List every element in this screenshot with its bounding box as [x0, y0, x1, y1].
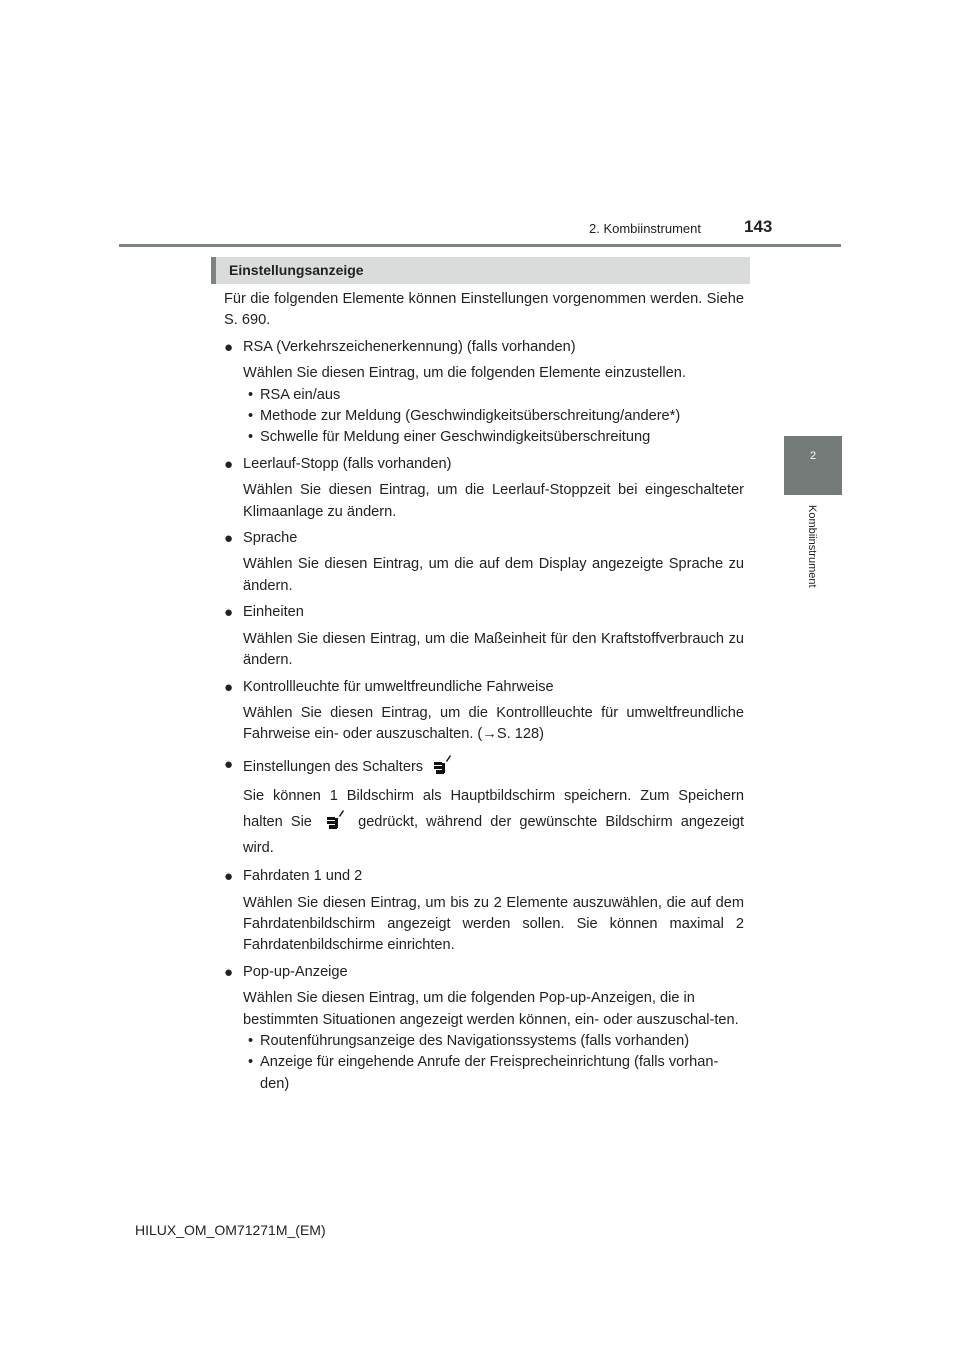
rsa-sub-list: [243, 385, 744, 449]
list-item-rsa: [224, 337, 744, 358]
chapter-tab-number: 2: [809, 450, 817, 462]
sub-list-item: • Schwelle für Meldung einer Geschwindigkeitsüberschreitung: [243, 427, 744, 448]
item-description: Wählen Sie diesen Eintrag, um die folgenden Pop-up-Anzeigen, die in bestimmten Situationen angezeigt werden können, ein- oder auszuschal-ten.: [243, 990, 739, 1028]
sub-list-item: • Routenführungsanzeige des Navigationssystems (falls vorhanden): [243, 1031, 744, 1052]
list-item-eco-indicator: [224, 677, 744, 698]
bullet-icon: ●: [224, 338, 234, 356]
item-description-part-b: gedrückt, während der gewünschte Bildschirm angezeigt wird.: [243, 814, 744, 857]
item-title: Kontrollleuchte für umweltfreundliche Fahrweise: [243, 678, 554, 695]
intro-paragraph: Für die folgenden Elemente können Einstellungen vorgenommen werden. Siehe S. 690.: [224, 291, 744, 329]
item-title: Leerlauf-Stopp (falls vorhanden): [243, 455, 452, 472]
display-switch-icon: [431, 754, 453, 776]
bullet-icon: ●: [224, 963, 234, 981]
item-title: Einheiten: [243, 604, 304, 621]
sub-list-item: • Anzeige für eingehende Anrufe der Freisprecheinrichtung (falls vorhan-den): [243, 1052, 744, 1095]
list-item-units: [224, 602, 744, 623]
list-item-language: [224, 528, 744, 549]
list-item-popup: [224, 962, 744, 983]
chapter-tab: [784, 436, 842, 495]
popup-sub-list: [243, 1031, 744, 1095]
item-title: Einstellungen des Schalters: [243, 758, 424, 775]
item-description: Wählen Sie diesen Eintrag, um die Leerlauf-Stoppzeit bei eingeschalteter Klimaanlage zu ändern.: [243, 482, 744, 520]
bullet-icon: ●: [224, 455, 234, 473]
item-title: Sprache: [243, 530, 298, 547]
bullet-icon: ●: [224, 604, 234, 622]
header-section-title: 2. Kombiinstrument: [589, 221, 701, 236]
item-title: Fahrdaten 1 und 2: [243, 868, 363, 885]
section-title: Einstellungsanzeige: [229, 262, 364, 278]
list-item-trip-data: [224, 866, 744, 887]
list-item-switch-settings: [224, 754, 744, 778]
item-title: Pop-up-Anzeige: [243, 963, 348, 980]
item-description: Wählen Sie diesen Eintrag, um die folgenden Elemente einzustellen.: [243, 365, 686, 382]
footer-doc-code: HILUX_OM_OM71271M_(EM): [135, 1222, 326, 1238]
sub-list-item: • Methode zur Meldung (Geschwindigkeitsüberschreitung/andere*): [243, 406, 744, 427]
bullet-icon: ●: [224, 678, 234, 696]
list-item-idle-stop: [224, 454, 744, 475]
item-description: Wählen Sie diesen Eintrag, um die auf dem Display angezeigte Sprache zu ändern.: [243, 556, 744, 594]
display-switch-icon: [324, 809, 346, 831]
bullet-icon: ●: [224, 868, 234, 886]
item-description: Wählen Sie diesen Eintrag, um die Kontrollleuchte für umweltfreundliche Fahrweise ein- oder auszuschalten. (→S. 128): [243, 704, 744, 743]
chapter-tab-label: Kombiinstrument: [806, 505, 818, 588]
sub-list-item: • RSA ein/aus: [243, 385, 744, 406]
header-rule: [119, 244, 841, 247]
item-description: [243, 783, 744, 861]
item-description: Wählen Sie diesen Eintrag, um die Maßeinheit für den Kraftstoffverbrauch zu ändern.: [243, 630, 744, 669]
item-title: RSA (Verkehrszeichenerkennung) (falls vorhanden): [243, 338, 576, 355]
item-description: Wählen Sie diesen Eintrag, um bis zu 2 Elemente auszuwählen, die auf dem Fahrdatenbildschirm angezeigt werden sollen. Sie können maximal 2 Fahrdatenbildschirme einrichten.: [243, 894, 744, 954]
page-content: [224, 289, 744, 1095]
bullet-icon: ●: [224, 755, 234, 773]
bullet-icon: ●: [224, 530, 234, 548]
page-number: 143: [744, 217, 773, 236]
item-description-part-a: Sie können 1 Bildschirm als Hauptbildschirm speichern. Zum Speichern halten Sie: [243, 788, 744, 831]
section-heading-bar: [211, 257, 750, 284]
